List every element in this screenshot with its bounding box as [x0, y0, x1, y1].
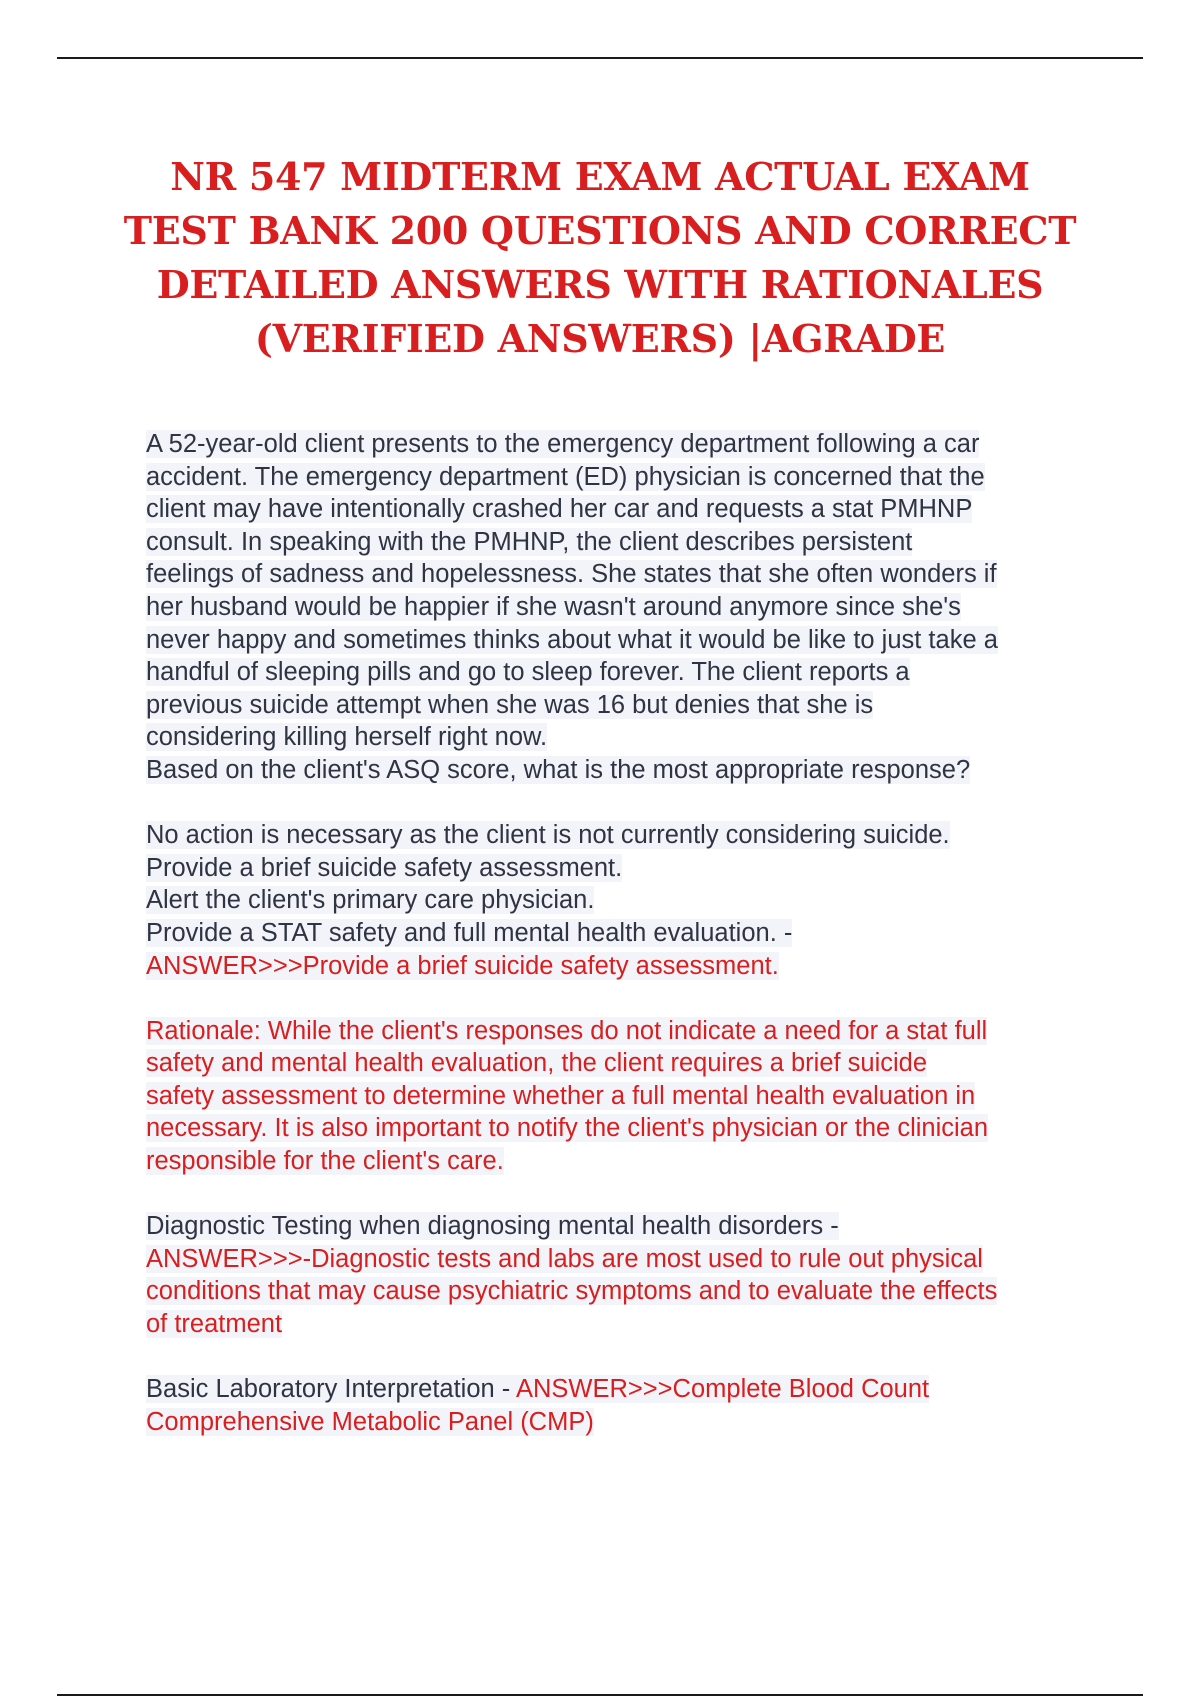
- answer-option: No action is necessary as the client is not currently considering suicide.: [146, 821, 950, 850]
- title-line: TEST BANK 200 QUESTIONS AND CORRECT: [123, 208, 1077, 253]
- title-line: NR 547 MIDTERM EXAM ACTUAL EXAM: [170, 154, 1030, 199]
- question-2: [146, 1210, 1096, 1340]
- stem-line: previous suicide attempt when she was 16 but denies that she is: [146, 690, 874, 719]
- answer-option: Alert the client's primary care physician.: [146, 886, 595, 915]
- stem-line: accident. The emergency department (ED) physician is concerned that the: [146, 462, 985, 491]
- question-1-stem: [146, 428, 1096, 787]
- bottom-rule: [57, 1694, 1143, 1696]
- document-body: [146, 428, 1096, 1438]
- question-1-rationale: [146, 1015, 1096, 1178]
- rationale-line: safety assessment to determine whether a full mental health evaluation in: [146, 1081, 976, 1110]
- answer-line: conditions that may cause psychiatric symptoms and to evaluate the effects: [146, 1277, 998, 1306]
- question-1: [146, 428, 1096, 1178]
- answer-line: ANSWER>>>-Diagnostic tests and labs are most used to rule out physical: [146, 1244, 983, 1273]
- stem-line: consult. In speaking with the PMHNP, the client describes persistent: [146, 527, 913, 556]
- rationale-line: necessary. It is also important to notify the client's physician or the clinician: [146, 1114, 989, 1143]
- correct-answer: ANSWER>>>Provide a brief suicide safety assessment.: [146, 951, 779, 980]
- stem-line: Based on the client's ASQ score, what is the most appropriate response?: [146, 755, 971, 784]
- question-1-options: [146, 819, 1096, 982]
- answer-line: ANSWER>>>Complete Blood Count: [515, 1375, 930, 1404]
- rationale-line: responsible for the client's care.: [146, 1147, 504, 1176]
- answer-option: Provide a STAT safety and full mental health evaluation. -: [146, 918, 793, 947]
- answer-line: of treatment: [146, 1310, 283, 1339]
- stem-line: feelings of sadness and hopelessness. She states that she often wonders if: [146, 560, 997, 589]
- stem-line: considering killing herself right now.: [146, 723, 548, 752]
- title-line: (VERIFIED ANSWERS) |AGRADE: [254, 316, 946, 361]
- stem-line: handful of sleeping pills and go to sleep forever. The client reports a: [146, 658, 910, 687]
- answer-line: Comprehensive Metabolic Panel (CMP): [146, 1407, 594, 1436]
- stem-line: A 52-year-old client presents to the emergency department following a car: [146, 430, 980, 458]
- question-3: [146, 1373, 1096, 1438]
- question-3-text: Basic Laboratory Interpretation -: [146, 1375, 516, 1404]
- title-line: DETAILED ANSWERS WITH RATIONALES: [156, 262, 1044, 307]
- rationale-line: Rationale: While the client's responses do not indicate a need for a stat full: [146, 1016, 988, 1045]
- stem-line: client may have intentionally crashed her car and requests a stat PMHNP: [146, 495, 973, 524]
- stem-line: her husband would be happier if she wasn't around anymore since she's: [146, 592, 961, 621]
- question-2-text: Diagnostic Testing when diagnosing mental health disorders -: [146, 1212, 839, 1241]
- rationale-line: safety and mental health evaluation, the client requires a brief suicide: [146, 1049, 928, 1078]
- document-title: [90, 150, 1110, 366]
- stem-line: never happy and sometimes thinks about what it would be like to just take a: [146, 625, 998, 654]
- answer-option: Provide a brief suicide safety assessment.: [146, 853, 623, 882]
- top-rule: [57, 57, 1143, 59]
